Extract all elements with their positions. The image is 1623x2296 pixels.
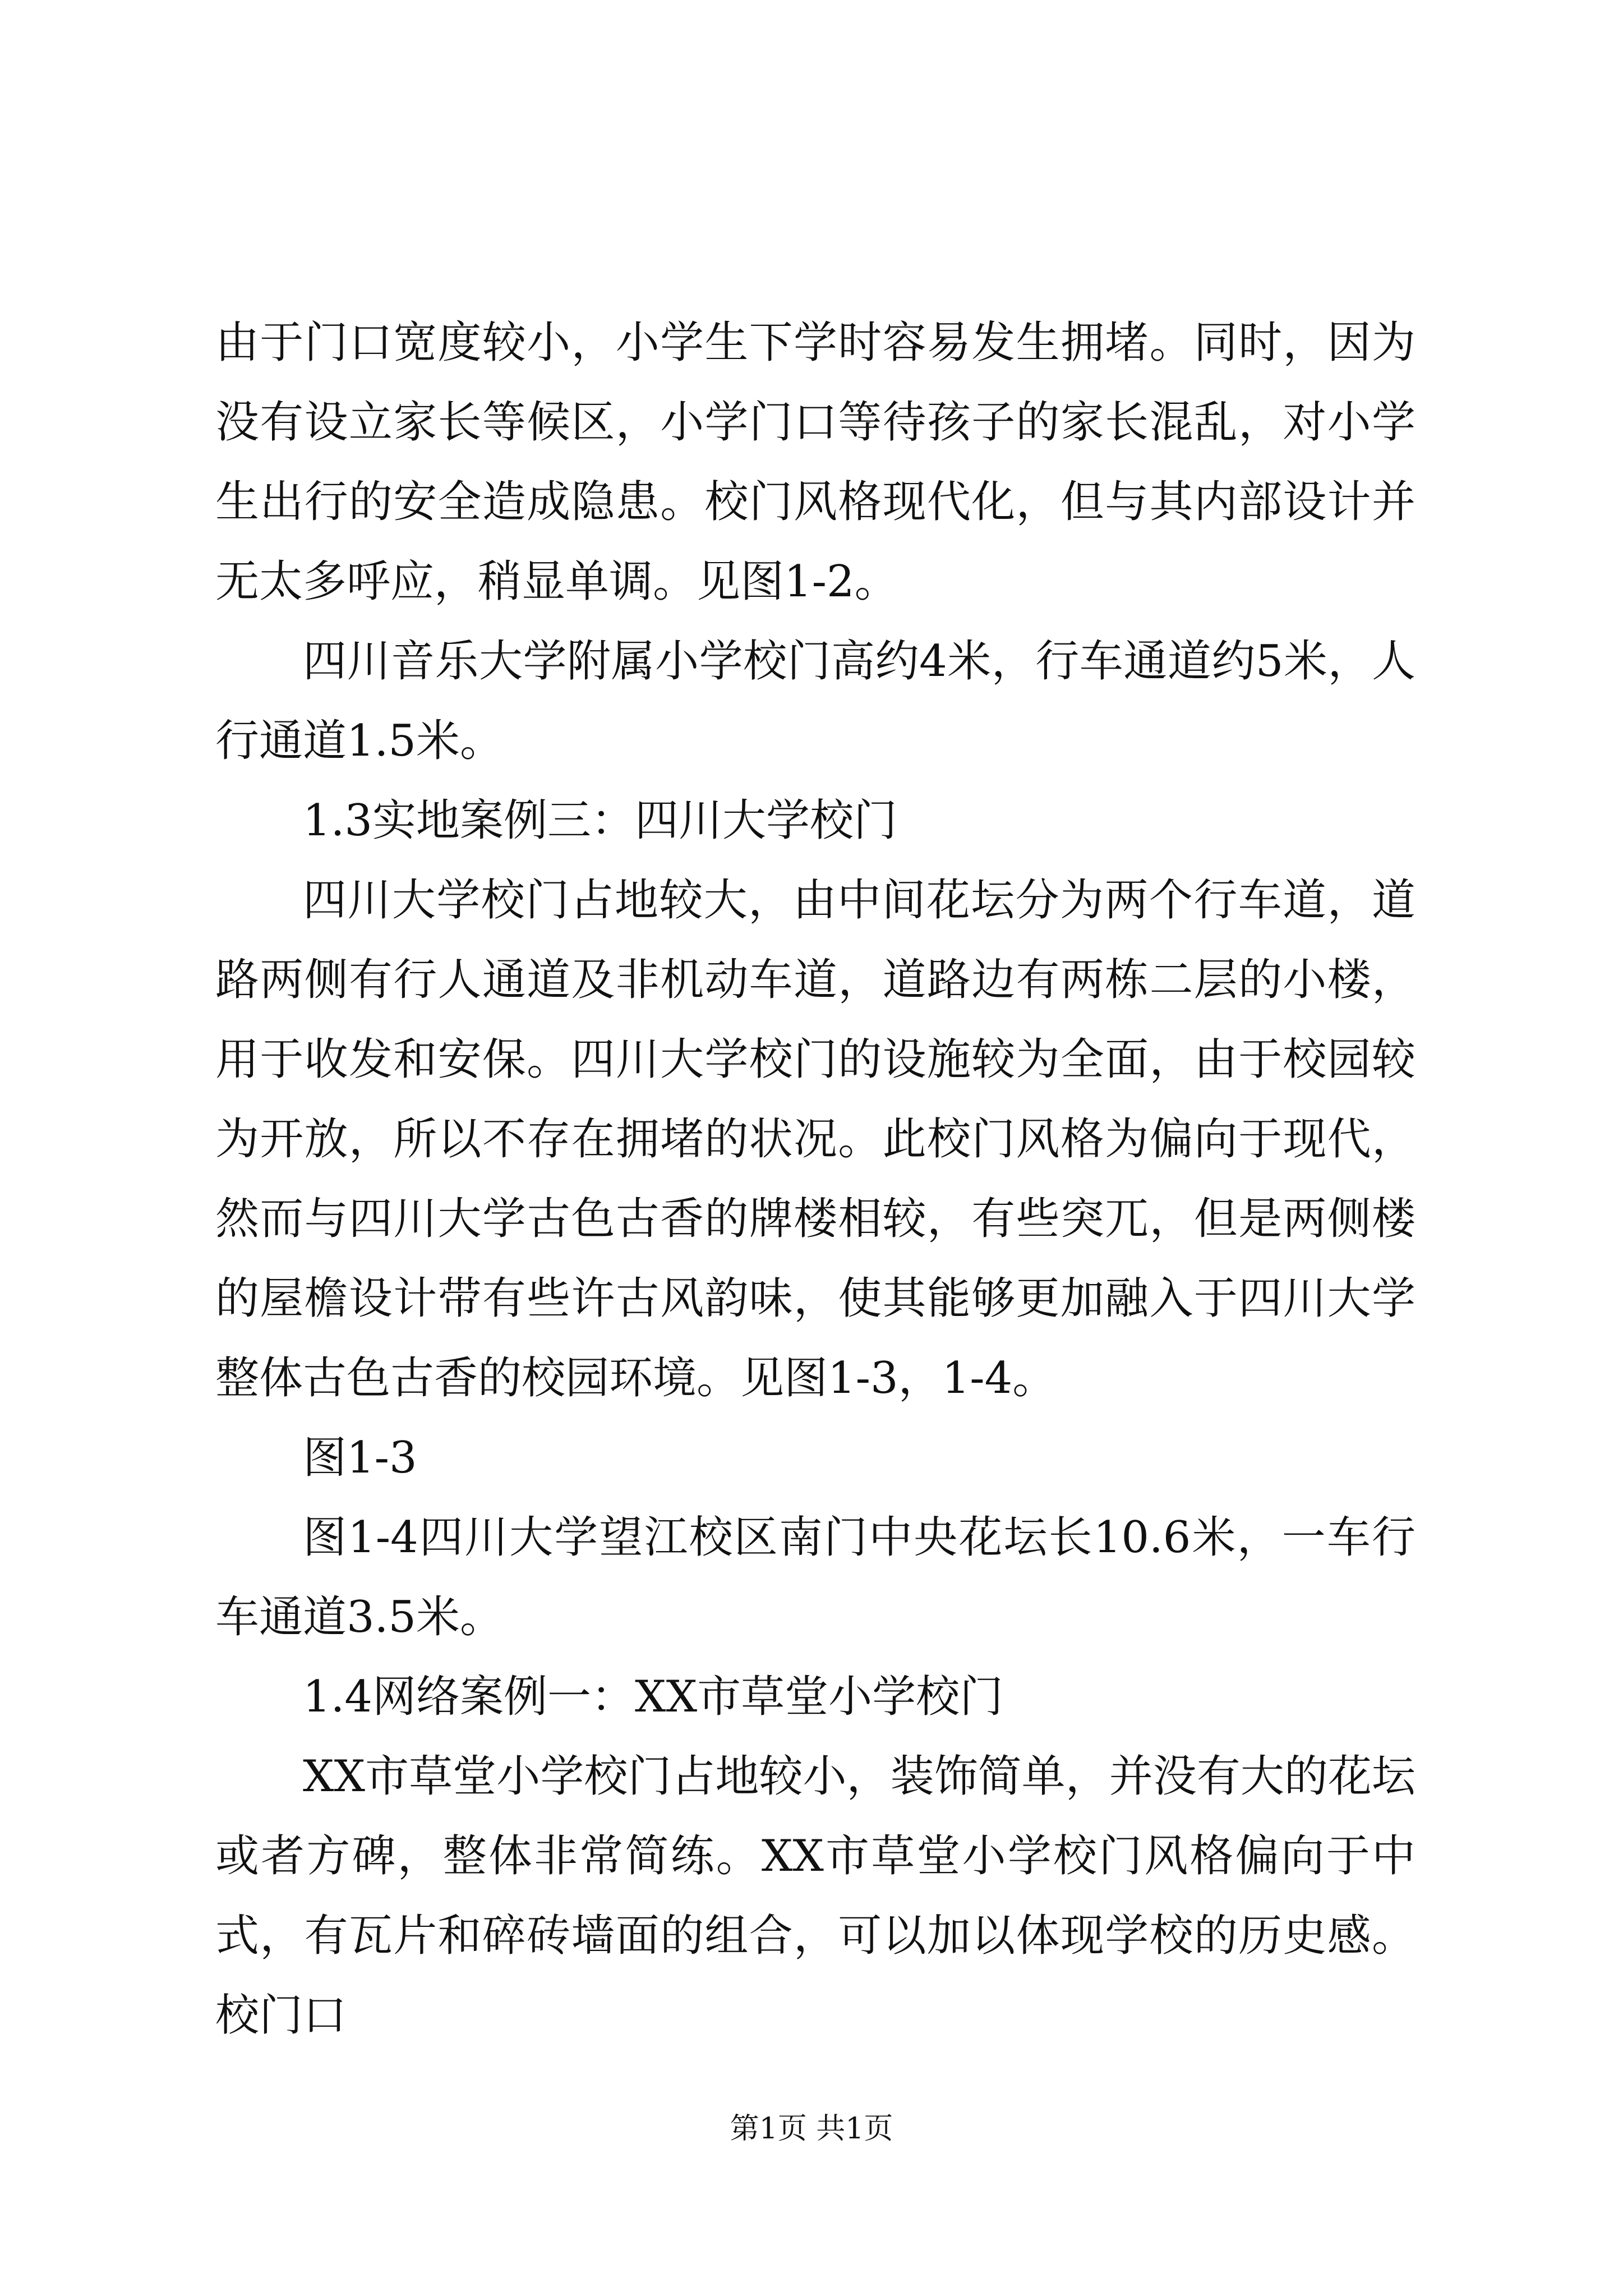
paragraph-caotang-school-gate: XX市草堂小学校门占地较小，装饰简单，并没有大的花坛或者方碑，整体非常简练。XX市草堂小学校门风格偏向于中式，有瓦片和碎砖墙面的组合，可以加以体现学校的历史感。校门口 <box>215 1751 1415 2041</box>
paragraph-sichuan-university-gate: 四川大学校门占地较大，由中间花坛分为两个行车道，道路两侧有行人通道及非机动车道，道路边有两栋二层的小楼，用于收发和安保。四川大学校门的设施较为全面，由于校园较为开放，所以不存在拥堵的状况。此校门风格为偏向于现代，然而与四川大学古色古香的牌楼相较，有些突兀，但是两侧楼的屋檐设计带有些许古风韵味，使其能够更加融入于四川大学整体古色古香的校园环境。见图1-3，1-4。 <box>215 875 1415 1404</box>
figure-caption-1-3: 图1-3 <box>303 1433 417 1483</box>
paragraph-music-school-gate: 四川音乐大学附属小学校门高约4米，行车通道约5米，人行通道1.5米。 <box>215 636 1415 766</box>
figure-caption-1-4: 图1-4四川大学望江校区南门中央花坛长10.6米，一车行车通道3.5米。 <box>215 1512 1415 1642</box>
section-heading-1-3: 1.3实地案例三：四川大学校门 <box>303 795 898 846</box>
page-footer: 第1页 共1页 <box>730 2112 893 2146</box>
section-heading-1-4: 1.4网络案例一：XX市草堂小学校门 <box>303 1672 1004 1722</box>
paragraph-continued: 由于门口宽度较小，小学生下学时容易发生拥堵。同时，因为没有设立家长等候区，小学门口等待孩子的家长混乱，对小学生出行的安全造成隐患。校门风格现代化，但与其内部设计并无太多呼应，稍显单调。见图1-2。 <box>215 318 1415 607</box>
document-body <box>215 303 1415 2055</box>
